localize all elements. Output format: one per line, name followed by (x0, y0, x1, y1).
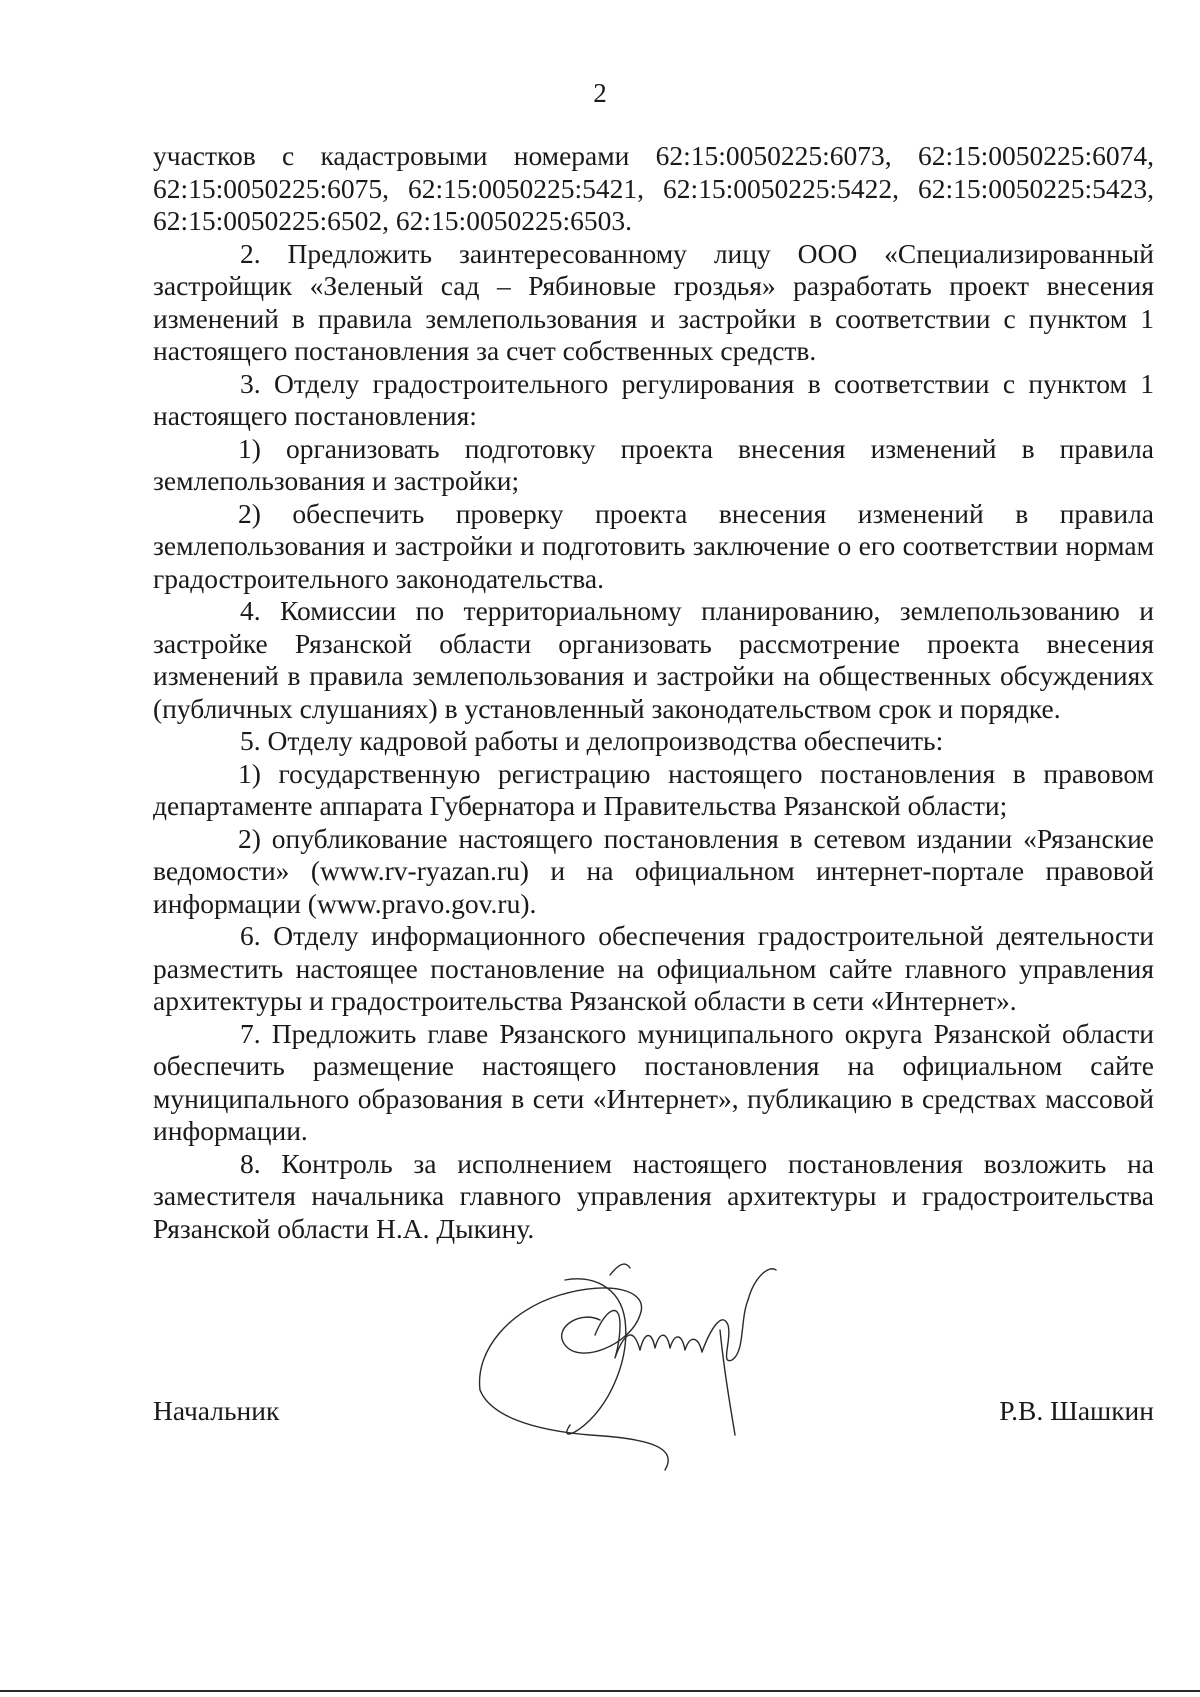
paragraph-item-3-sub-2: 2) обеспечить проверку проекта внесения изменений в правила землепользования и застройки и подготовить заключение о его соответствии нормам градостроительного законодательства. (153, 497, 1154, 594)
document-body (153, 140, 1154, 1245)
signatory-name: Р.В. Шашкин (999, 1395, 1154, 1426)
bottom-scan-edge (0, 1690, 1200, 1692)
paragraph-item-7: 7. Предложить главе Рязанского муниципального округа Рязанской области обеспечить размещение настоящего постановления на официальном сайте муниципального образования в сети «Интернет», публикацию в средствах массовой информации. (153, 1017, 1154, 1146)
paragraph-item-5-sub-1: 1) государственную регистрацию настоящего постановления в правовом департаменте аппарата Губернатора и Правительства Рязанской области; (153, 757, 1154, 821)
signature-block (153, 1395, 1154, 1435)
page-number: 2 (593, 78, 607, 108)
paragraph-item-3: 3. Отделу градостроительного регулирования в соответствии с пунктом 1 настоящего постановления: (153, 367, 1154, 431)
handwritten-signature (470, 1240, 830, 1500)
paragraph-item-6: 6. Отделу информационного обеспечения градостроительной деятельности разместить настоящее постановление на официальном сайте главного управления архитектуры и градостроительства Рязанской области в сети «Интернет». (153, 920, 1154, 1016)
paragraph-item-5-sub-2: 2) опубликование настоящего постановления в сетевом издании «Рязанские ведомости» (www.rv-ryazan.ru) и на официальном интернет-портале правовой информации (www.pravo.gov.ru). (153, 822, 1154, 919)
paragraph-item-3-sub-1: 1) организовать подготовку проекта внесения изменений в правила землепользования и застройки; (153, 432, 1154, 496)
paragraph-cadastral-continuation: участков с кадастровыми номерами 62:15:0050225:6073, 62:15:0050225:6074, 62:15:0050225:6075, 62:15:0050225:5421, 62:15:0050225:5422, 62:15:0050225:5423, 62:15:0050225:6502, 62:15:0050225:6503. (153, 140, 1154, 236)
paragraph-item-2: 2. Предложить заинтересованному лицу ООО «Специализированный застройщик «Зеленый сад – Рябиновые гроздья» разработать проект внесения изменений в правила землепользования и застройки в соответствии с пунктом 1 настоящего постановления за счет собственных средств. (153, 237, 1154, 366)
paragraph-item-4: 4. Комиссии по территориальному планированию, землепользованию и застройке Рязанской области организовать рассмотрение проекта внесения изменений в правила землепользования и застройки на общественных обсуждениях (публичных слушаниях) в установленный законодательством срок и порядке. (153, 595, 1154, 724)
paragraph-item-8: 8. Контроль за исполнением настоящего постановления возложить на заместителя начальника главного управления архитектуры и градостроительства Рязанской области Н.А. Дыкину. (153, 1147, 1154, 1244)
paragraph-item-5: 5. Отделу кадровой работы и делопроизводства обеспечить: (240, 725, 944, 756)
signatory-title: Начальник (153, 1395, 280, 1426)
